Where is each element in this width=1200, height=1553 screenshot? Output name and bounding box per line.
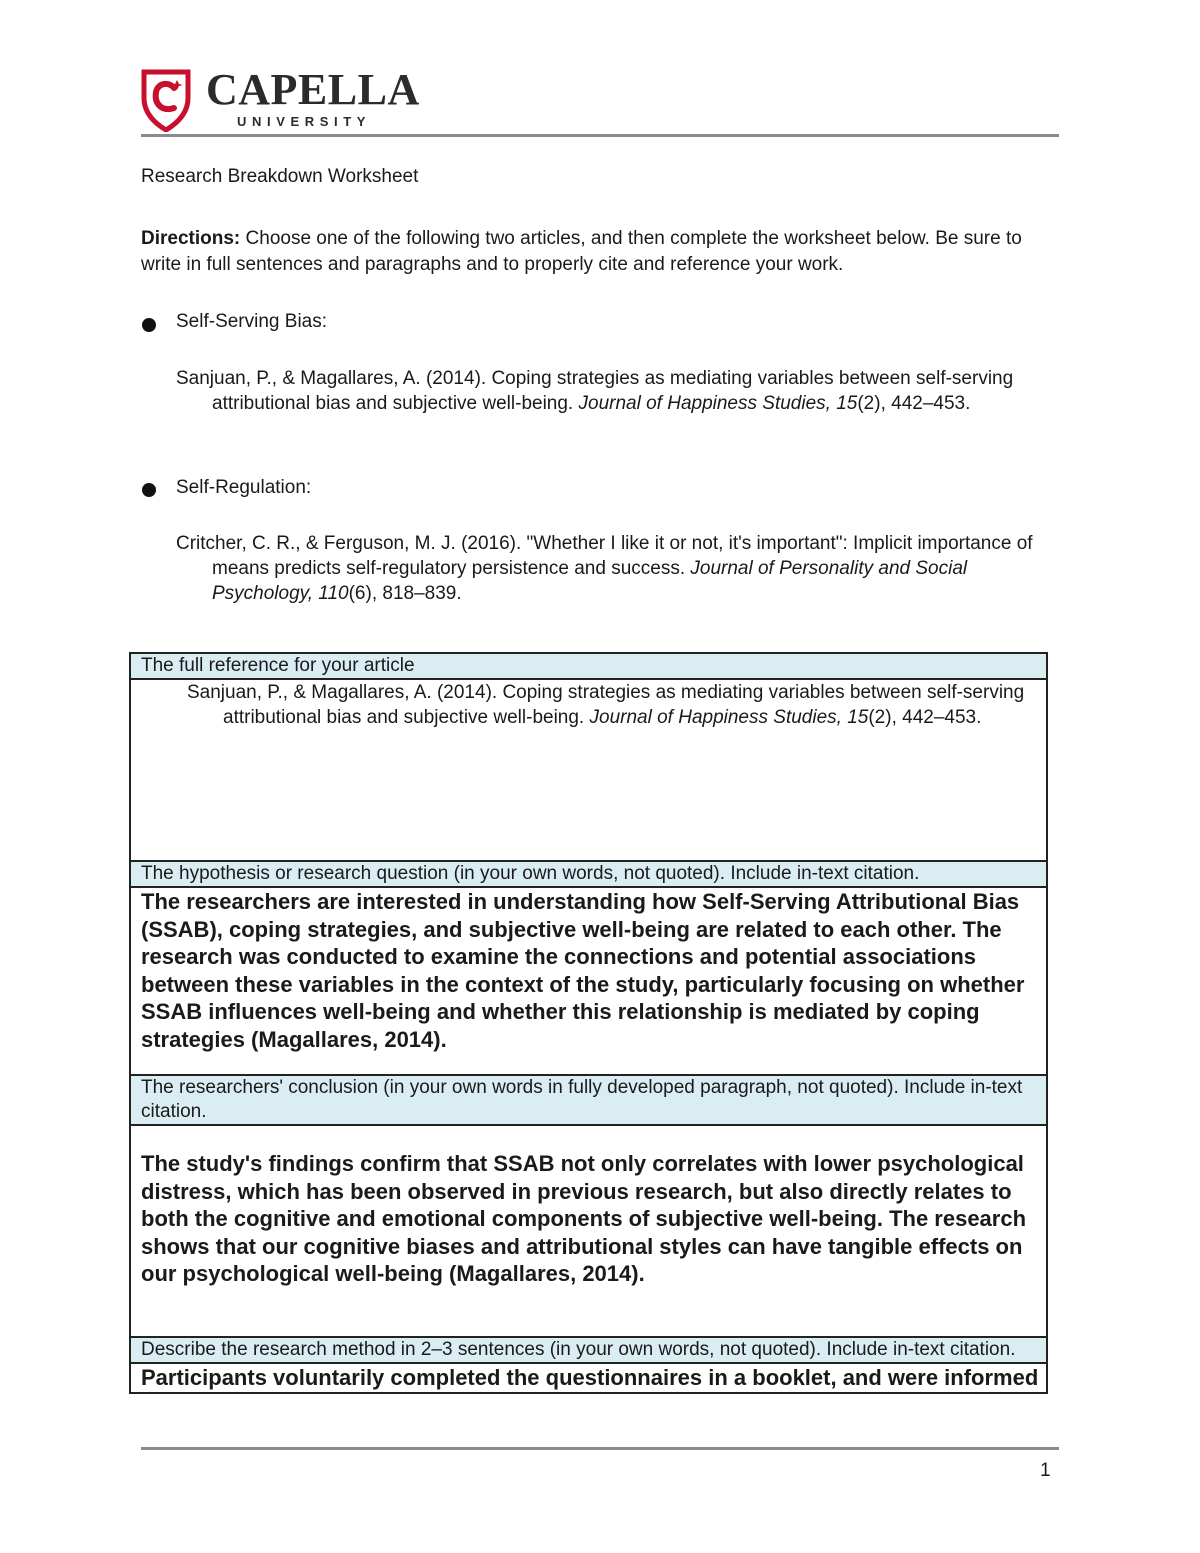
option-reference: Sanjuan, P., & Magallares, A. (2014). Coping strategies as mediating variables between self-serving attributional bias and subjective well-being. Journal of Happiness Studies, 15(2), 442–453.	[176, 368, 1014, 414]
capella-shield-icon	[140, 68, 192, 132]
header-divider	[141, 134, 1059, 137]
footer-divider	[141, 1447, 1059, 1450]
option-label: Self-Regulation:	[176, 477, 312, 498]
bullet-icon	[142, 483, 156, 497]
article-reference: Sanjuan, P., & Magallares, A. (2014). Coping strategies as mediating variables between self-serving attributional bias and subjective well-being. Journal of Happiness Studies, 15(2), 442–453.	[187, 682, 1025, 728]
option-reference: Critcher, C. R., & Ferguson, M. J. (2016). "Whether I like it or not, it's important": Implicit importance of means predicts self-regulatory persistence and success. Journal of Personality and Social Psychology, 110(6), 818–839.	[176, 533, 1033, 604]
directions-text: Choose one of the following two articles, and then complete the worksheet below. Be sure to write in full sentences and paragraphs and to properly cite and reference your work.	[141, 228, 1022, 275]
capella-logo	[140, 65, 430, 132]
hypothesis-answer: The researchers are interested in understanding how Self-Serving Attributional Bias (SSAB), coping strategies, and subjective well-being are related to each other. The research was conducted to examine the connections and potential associations between these variables in the context of the study, particularly focusing on whether SSAB influences well-being and whether this relationship is mediated by coping strategies (Magallares, 2014).	[130, 887, 1047, 1075]
logo-wordmark: CAPELLA	[206, 65, 420, 114]
row-header: The full reference for your article	[130, 653, 1047, 679]
worksheet-table	[129, 652, 1048, 1394]
page-number: 1	[1040, 1460, 1051, 1481]
directions	[141, 226, 1061, 278]
row-header: The researchers' conclusion (in your own words in fully developed paragraph, not quoted). Include in-text citation.	[130, 1075, 1047, 1125]
conclusion-answer: The study's findings confirm that SSAB not only correlates with lower psychological distress, which has been observed in previous research, but also directly relates to both the cognitive and emotional components of subjective well-being. The research shows that our cognitive biases and attributional styles can have tangible effects on our psychological well-being (Magallares, 2014).	[130, 1125, 1047, 1337]
row-header: Describe the research method in 2–3 sentences (in your own words, not quoted). Include in-text citation.	[130, 1337, 1047, 1363]
reference-cell	[130, 679, 1047, 861]
document-title: Research Breakdown Worksheet	[141, 166, 419, 187]
directions-label: Directions:	[141, 228, 241, 249]
option-label: Self-Serving Bias:	[176, 311, 328, 332]
row-header: The hypothesis or research question (in your own words, not quoted). Include in-text citation.	[130, 861, 1047, 887]
bullet-icon	[142, 318, 156, 332]
method-answer: Participants voluntarily completed the questionnaires in a booklet, and were informed	[130, 1363, 1047, 1393]
logo-subtitle: UNIVERSITY	[237, 114, 372, 129]
